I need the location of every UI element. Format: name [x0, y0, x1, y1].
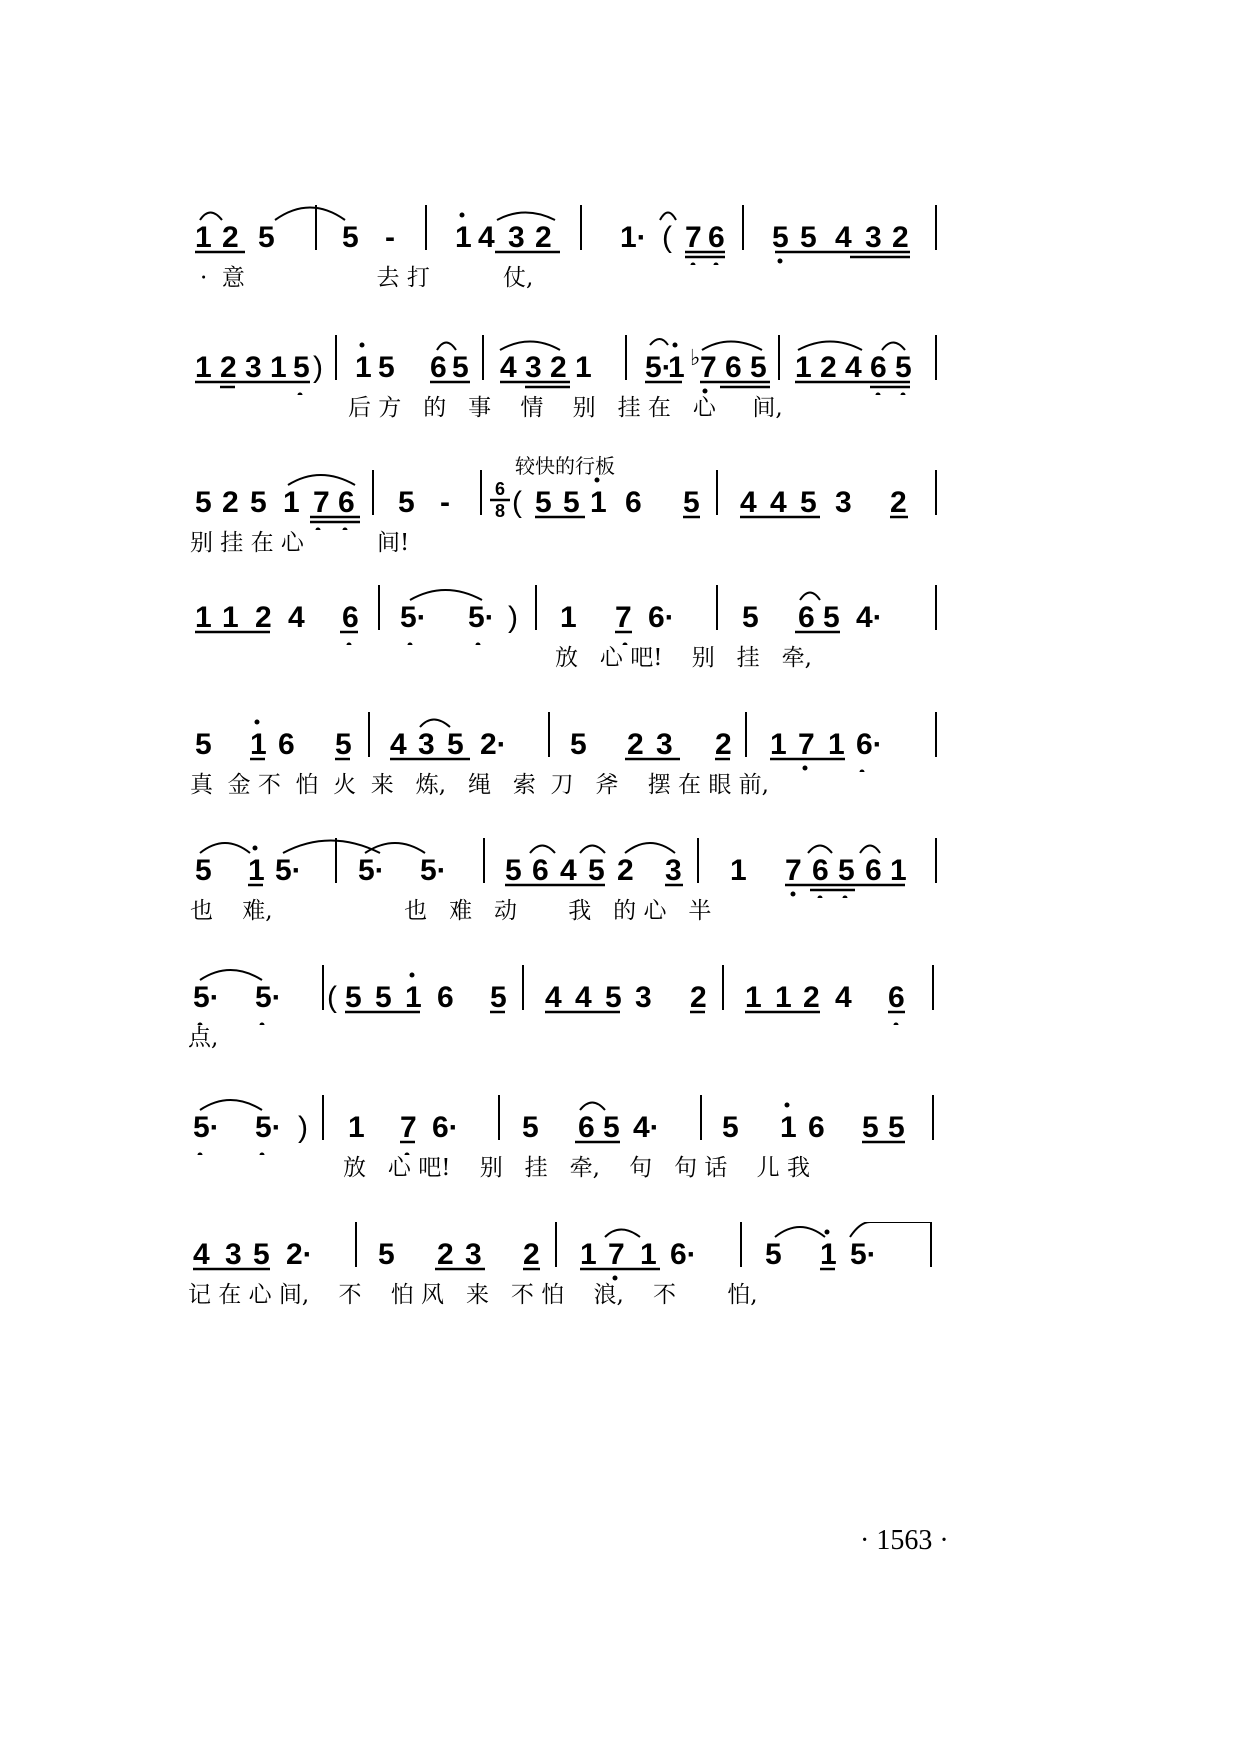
- notes-text-8: 5· 5· ) | 1 7 6· | 5 6 5 4· | 5 i 6 5 5 |: [142, 1700, 161, 1701]
- lyrics-line-2: 后 方 的 事 情 别 挂 在 心 间,: [348, 395, 783, 421]
- lyrics-line-3: 别 挂 在 心 间!: [190, 530, 410, 556]
- notes-text-6: 5 i 5· | 5· 5· | 5 6 4 5 2 3 | 1 7 6 5 6 1 |: [103, 1700, 123, 1701]
- lyrics-line-8: 放 心 吧! 别 挂 牵, 句 句 话 儿 我: [343, 1155, 810, 1181]
- notation-line-2: [0, 335, 1241, 395]
- system-3: 5 2 5 1 7 6 5 - 6 8 ( 5 5 1 6 5 4 4 5 3 2 别 挂 在 心 间!: [0, 470, 1241, 590]
- notes-text-3: 5 2 5 1 7 6 | 5 - | 6/8 ( 5 5 i 6 5 | 4 4 5 3 2 |: [45, 1700, 68, 1701]
- notation-text-summaries: [0, 1700, 1241, 1740]
- notes-text-1: 1 2 5 | 5 - | i 4 3 2 | 1· ( 7 6 | 5 5 4 3 2 |: [0, 1700, 20, 1701]
- system-8: 5· 5· ) 1 7 6· 5 6 5 4· 5 1 6 5 5 放 心 吧! 别 挂 牵, 句 句 话 儿 我: [0, 1095, 1241, 1215]
- time-sig-den: 8: [494, 501, 505, 521]
- system-2: 1 2 3 1 5 ) 1 5 6 5 4 3 2 1 5· 1 ♭ 7 6 5 1 2 4 6 5 后 方 的 事 情 别 挂 在 心 间,: [0, 335, 1241, 455]
- notes-text-5: 5 i 6 5 | 4 3 5 2· | 5 2 3 2 | 1 7 1 6· |: [85, 1700, 104, 1701]
- system-6: 5 1 5· 5· 5· 5 6 4 5 2 3 1 7 6 5 6 1 也 难, 也 难 动 我 的 心 半: [0, 838, 1241, 958]
- notes-text-2: 1 2 3 1 5 ) | i 5 6 5 | 4 3 2 1 | 5·i ♭7 6 5 | 1 2 4 6 5 |: [19, 1700, 46, 1701]
- lyrics-line-1: · 意 去 打 仗,: [200, 265, 534, 291]
- time-sig-num: 6: [494, 479, 505, 499]
- system-4: 1 1 2 4 6 5· 5· ) 1 7 6· 5 6 5 4· 放 心 吧! 别 挂 牵,: [0, 585, 1241, 705]
- notation-line-8: [0, 1095, 1241, 1155]
- lyrics-line-5: 真 金 不 怕 火 来 炼, 绳 索 刀 斧 摆 在 眼 前,: [190, 772, 769, 798]
- system-5: 5 1 6 5 4 3 5 2· 5 2 3 2 1 7 1 6· 真 金 不 怕 火 来 炼, 绳 索 刀 斧 摆 在 眼 前,: [0, 712, 1241, 832]
- lyrics-line-9: 记 在 心 间, 不 怕 风 来 不 怕 浪, 不 怕,: [188, 1282, 758, 1308]
- notation-line-5: [0, 712, 1241, 772]
- lyrics-line-4: 放 心 吧! 别 挂 牵,: [555, 645, 812, 671]
- lyrics-line-7: 点,: [188, 1025, 219, 1051]
- system-1: 1 2 5 5 - 1 4 3 2 1· ( 7 6 5 5 4 3 2 · 意 去 打 仗,: [0, 205, 1241, 325]
- page-number: · 1563 ·: [860, 1525, 949, 1556]
- notes-text-9: 4 3 5 2· | 5 2 3 2 | 1 7 1 6· | 5 i 5· |: [160, 1700, 178, 1701]
- notes-text-7: 5· 5· | ( 5 5 i 6 5 | 4 4 5 3 2 | 1 1 2 4 6 |: [123, 1700, 143, 1701]
- tempo-marking: 较快的行板: [515, 454, 615, 478]
- system-7: 5· 5· ( 5 5 1 6 5 4 4 5 3 2 1 1 2 4 6 点,: [0, 965, 1241, 1085]
- notes-text-4: 1 1 2 4 6 | 5· 5· ) | 1 7 6· | 5 6 5 4· |: [67, 1700, 86, 1701]
- system-9: 4 3 5 2· 5 2 3 2 1 7 1 6· 5 1 5· 记 在 心 间, 不 怕 风 来 不 怕 浪, 不 怕,: [0, 1222, 1241, 1342]
- notation-line-3: [0, 470, 1241, 530]
- lyrics-line-6: 也 难, 也 难 动 我 的 心 半: [190, 898, 712, 924]
